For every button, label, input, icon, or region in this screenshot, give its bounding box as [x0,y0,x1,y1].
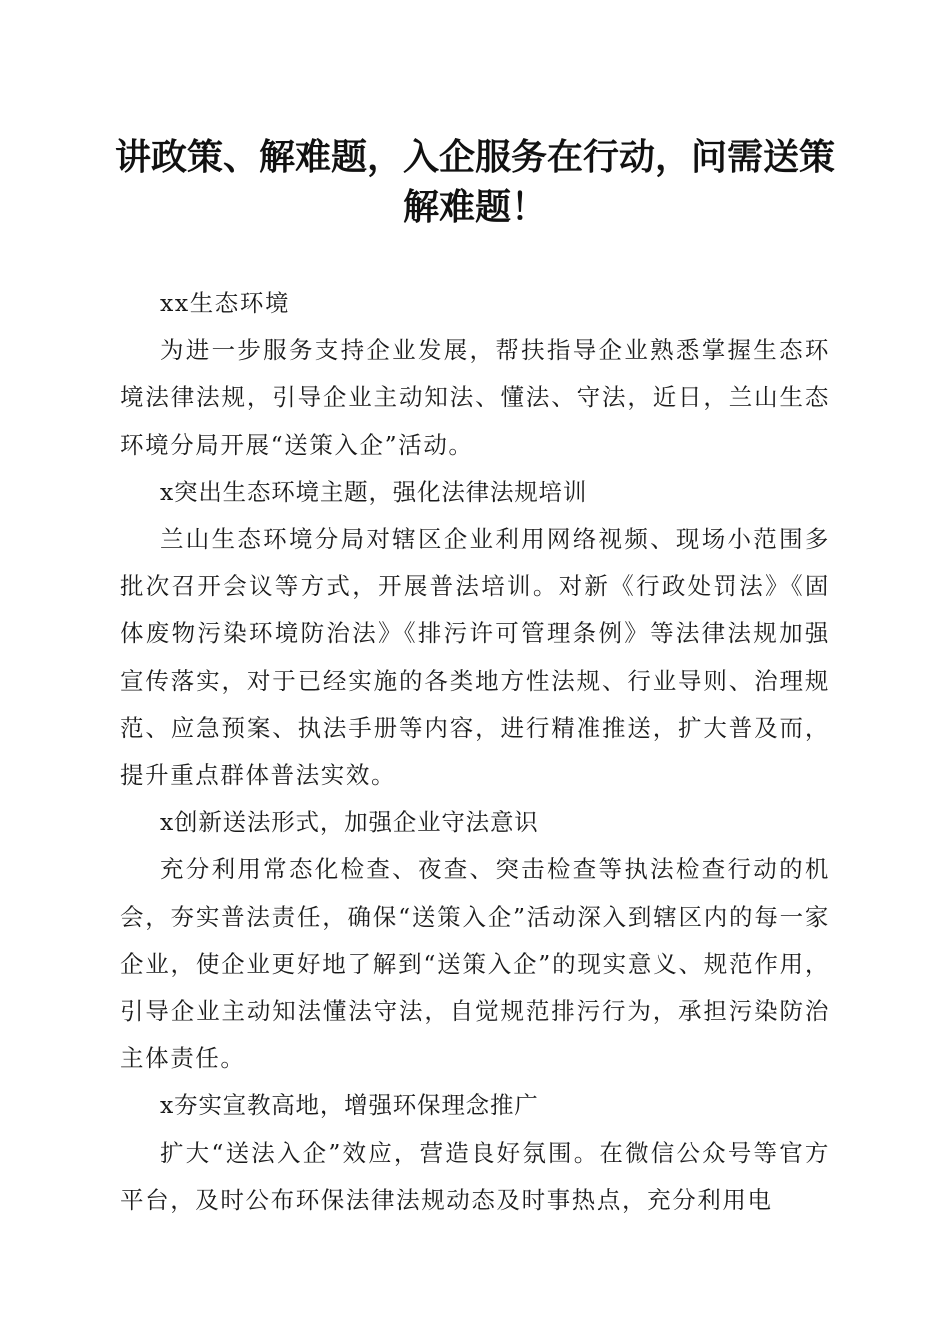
source-line: xx生态环境 [160,289,291,317]
intro-paragraph: 为进一步服务支持企业发展，帮扶指导企业熟悉掌握生态环境法律法规，引导企业主动知法、懂法、守法，近日，兰山生态环境分局开展“送策入企”活动。 [120,336,830,459]
section-paragraph-2: 充分利用常态化检查、夜查、突击检查等执法检查行动的机会，夯实普法责任，确保“送策入企”活动深入到辖区内的每一家企业，使企业更好地了解到“送策入企”的现实意义、规范作用，引导企业主动知法懂法守法，自觉规范排污行为，承担污染防治主体责任。 [120,855,830,1073]
document-body [120,280,830,1224]
section-paragraph-3: 扩大“送法入企”效应，营造良好氛围。在微信公众号等官方平台，及时公布环保法律法规动态及时事热点，充分利用电 [120,1138,830,1214]
section-heading-3: x夯实宣教高地，增强环保理念推广 [160,1091,539,1120]
section-heading-2: x创新送法形式，加强企业守法意识 [160,808,539,837]
section-paragraph-1: 兰山生态环境分局对辖区企业利用网络视频、现场小范围多批次召开会议等方式，开展普法培训。对新《行政处罚法》《固体废物污染环境防治法》《排污许可管理条例》等法律法规加强宣传落实，对于已经实施的各类地方性法规、行业导则、治理规范、应急预案、执法手册等内容，进行精准推送，扩大普及而，提升重点群体普法实效。 [120,525,830,790]
document-title: 讲政策、解难题，入企服务在行动，问需送策解难题！ [114,136,835,228]
section-heading-1: x突出生态环境主题，强化法律法规培训 [160,477,588,506]
